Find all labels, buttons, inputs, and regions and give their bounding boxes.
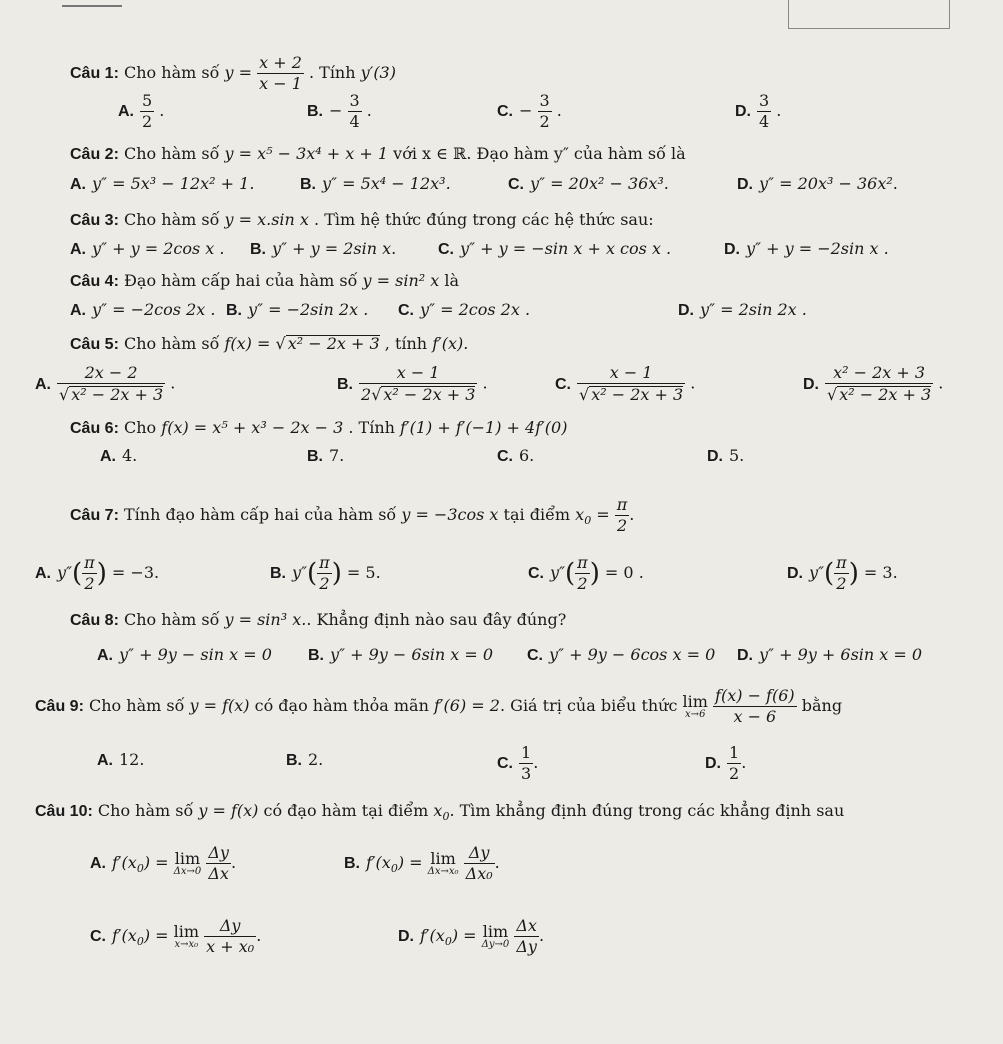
question-4: Câu 4: Đạo hàm cấp hai của hàm số y = sin² x là [70, 271, 460, 290]
q7-option-a: A. y″( $\frac{\pi}{2}$ ) = −3. [35, 553, 160, 593]
q2-option-c: C. y″ = 20x² − 36x³. [508, 174, 669, 193]
question-8: Câu 8: Cho hàm số y = sin³ x.. Khẳng định nào sau đây đúng? [70, 610, 567, 629]
q3-option-a: A. y″ + y = 2cos x . [70, 239, 225, 258]
top-edge-mark [62, 0, 122, 7]
q3-option-c: C. y″ + y = −sin x + x cos x . [438, 239, 672, 258]
q3-option-b: B. y″ + y = 2sin x. [250, 239, 397, 258]
q4-option-d: D. y″ = 2sin 2x . [678, 300, 807, 319]
question-label: Câu 1: [70, 65, 119, 82]
fraction: $\frac{x + 2}{x - 1}$ [259, 53, 302, 93]
q9-option-c: C. $\frac{1}{3}$ . [497, 743, 539, 783]
q2-option-d: D. y″ = 20x³ − 36x². [737, 174, 898, 193]
q10-option-a: A. $f'(x_0)$ = lim Δx→0 $\frac{\Delta y}{\Delta x}$ . [90, 843, 237, 883]
q8-option-c: C. y″ + 9y − 6cos x = 0 [527, 645, 716, 664]
question-10: Câu 10: Cho hàm số y = f(x) có đạo hàm tại điểm $x_0$. Tìm khẳng định đúng trong các khẳng định sau [35, 801, 845, 824]
q2-option-a: A. y″ = 5x³ − 12x² + 1. [70, 174, 255, 193]
q9-option-a: A. 12. [97, 750, 145, 769]
q6-option-b: B. 7. [307, 446, 345, 465]
question-5: Câu 5: Cho hàm số f(x) = √ x² − 2x + 3 , tính f′(x). [70, 334, 469, 353]
q9-option-d: D. $\frac{1}{2}$ . [705, 743, 747, 783]
q6-option-d: D. 5. [707, 446, 745, 465]
q6-option-a: A. 4. [100, 446, 138, 465]
q1-option-a: A. $\frac{5}{2}$ . [118, 91, 165, 131]
q9-option-b: B. 2. [286, 750, 324, 769]
q7-option-c: C. y″( $\frac{\pi}{2}$ ) = 0 . [528, 553, 644, 593]
question-3: Câu 3: Cho hàm số y = x.sin x . Tìm hệ thức đúng trong các hệ thức sau: [70, 210, 654, 229]
question-1: Câu 1: Cho hàm số y = $\frac{x + 2}{x - 1}$ . Tính y′(3) [70, 53, 396, 93]
q5-option-b: B. $\frac{x - 1}{\text{2√ x² − 2x + 3}}$ . [337, 363, 488, 404]
q7-option-b: B. y″( $\frac{\pi}{2}$ ) = 5. [270, 553, 381, 593]
q5-option-c: C. $\frac{x - 1}{\text{√ x² − 2x + 3}}$ . [555, 363, 696, 404]
q1-option-d: D. $\frac{3}{4}$ . [735, 91, 782, 131]
q10-option-d: D. $f'(x_0)$ = lim Δy→0 $\frac{\Delta x}{\Delta y}$ . [398, 916, 545, 956]
q3-option-d: D. y″ + y = −2sin x . [724, 239, 889, 258]
question-9: Câu 9: Cho hàm số y = f(x) có đạo hàm thỏa mãn f′(6) = 2. Giá trị của biểu thức lim x→6 $\frac{f(x) - f(6)}{x - 6}$ bằng [35, 686, 843, 726]
q8-option-a: A. y″ + 9y − sin x = 0 [97, 645, 272, 664]
q4-option-b: B. y″ = −2sin 2x . [226, 300, 369, 319]
score-box [788, 0, 950, 29]
q4-option-a: A. y″ = −2cos 2x . [70, 300, 216, 319]
q10-option-c: C. $f'(x_0)$ = lim x→x₀ $\frac{\Delta y}{\text{x + x₀}}$ . [90, 916, 262, 956]
q5-option-a: A. $\frac{2x - 2}{\text{√ x² − 2x + 3}}$ . [35, 363, 176, 404]
question-2: Câu 2: Cho hàm số y = x⁵ − 3x⁴ + x + 1 với x ∈ ℝ. Đạo hàm y″ của hàm số là [70, 144, 686, 163]
q7-option-d: D. y″( $\frac{\pi}{2}$ ) = 3. [787, 553, 898, 593]
q8-option-d: D. y″ + 9y + 6sin x = 0 [737, 645, 923, 664]
q2-option-b: B. y″ = 5x⁴ − 12x³. [300, 174, 451, 193]
question-6: Câu 6: Cho f(x) = x⁵ + x³ − 2x − 3 . Tính f′(1) + f′(−1) + 4f′(0) [70, 418, 568, 437]
q10-option-b: B. $f'(x_0)$ = lim Δx→x₀ $\frac{\Delta y}{\text{Δx₀}}$ . [344, 843, 500, 883]
q6-option-c: C. 6. [497, 446, 535, 465]
q4-option-c: C. y″ = 2cos 2x . [398, 300, 531, 319]
question-7: Câu 7: Tính đạo hàm cấp hai của hàm số y = −3cos x tại điểm $x_0$ = $\frac{\pi}{2}$ . [70, 495, 635, 535]
q1-option-b: B. − $\frac{3}{4}$ . [307, 91, 372, 131]
q5-option-d: D. $\frac{\text{x² − 2x + 3}}{\text{√ x² − 2x + 3}}$ . [803, 363, 944, 404]
q1-option-c: C. − $\frac{3}{2}$ . [497, 91, 562, 131]
q8-option-b: B. y″ + 9y − 6sin x = 0 [308, 645, 494, 664]
